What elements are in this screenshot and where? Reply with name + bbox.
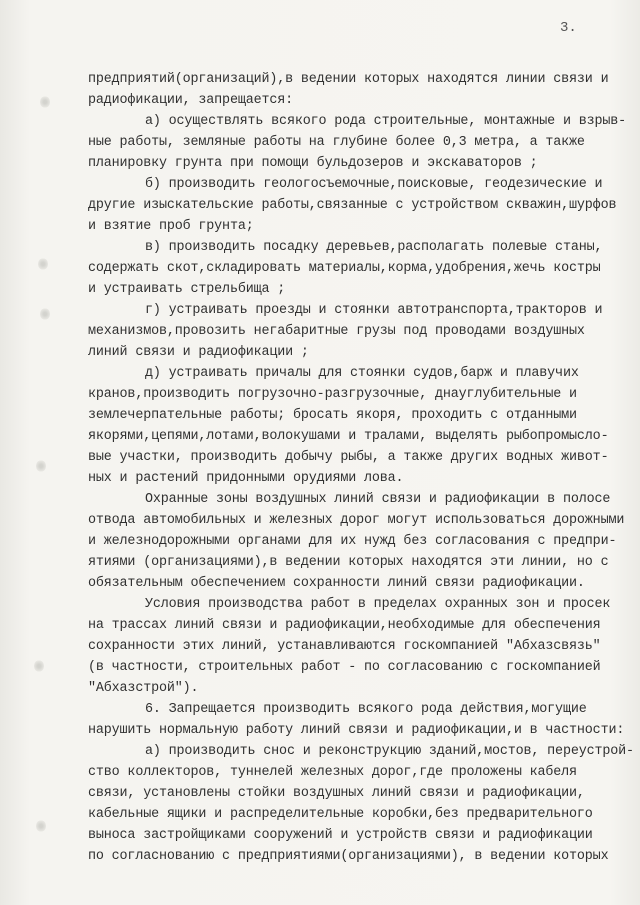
- text-line: выноса застройщиками сооружений и устройств связи и радиофикации: [88, 828, 593, 843]
- text-line: ных и растений придонными орудиями лова.: [88, 471, 404, 486]
- text-line: кабельные ящики и распределительные коробки,без предварительного: [88, 807, 593, 822]
- text-line: радиофикации, запрещается:: [88, 93, 294, 108]
- text-line: механизмов,провозить негабаритные грузы под проводами воздушных: [88, 324, 585, 339]
- text-line: г) устраивать проезды и стоянки автотранспорта,тракторов и: [145, 303, 603, 318]
- text-line: якорями,цепями,лотами,волокушами и тралами, выделять рыбопромысло-: [88, 429, 609, 444]
- page-number: 3.: [560, 20, 577, 36]
- text-line: в) производить посадку деревьев,располагать полевые станы,: [145, 240, 603, 255]
- text-line: а) производить снос и реконструкцию зданий,мостов, переустрой-: [145, 744, 634, 759]
- text-line: обязательным обеспечением сохранности линий связи радиофикации.: [88, 576, 585, 591]
- text-line: на трассах линий связи и радиофикации,необходимые для обеспечения: [88, 618, 601, 633]
- text-line: и железнодорожными органами для их нужд без согласования с предпри-: [88, 534, 617, 549]
- text-line: другие изыскательские работы,связанные с устройством скважин,шурфов: [88, 198, 617, 213]
- text-line: ятиями (организациями),в ведении которых находятся эти линии, но с: [88, 555, 609, 570]
- text-line: д) устраивать причалы для стоянки судов,барж и плавучих: [145, 366, 579, 381]
- text-line: отвода автомобильных и железных дорог могут использоваться дорожными: [88, 513, 625, 528]
- text-line: по согласнованию с предприятиями(организациями), в ведении которых: [88, 849, 609, 864]
- text-line: землечерпательные работы; бросать якоря, проходить с отданными: [88, 408, 577, 423]
- text-line: (в частности, строительных работ - по согласованию с госкомпанией: [88, 660, 601, 675]
- text-line: Охранные зоны воздушных линий связи и радиофикации в полосе: [145, 492, 611, 507]
- text-line: планировку грунта при помощи бульдозеров и экскаваторов ;: [88, 156, 538, 171]
- text-line: а) осуществлять всякого рода строительные, монтажные и взрыв-: [145, 114, 627, 129]
- text-line: Условия производства работ в пределах охранных зон и просек: [145, 597, 611, 612]
- text-line: нарушить нормальную работу линий связи и радиофикации,и в частности:: [88, 723, 625, 738]
- text-line: и устраивать стрельбища ;: [88, 282, 286, 297]
- text-line: и взятие проб грунта;: [88, 219, 254, 234]
- text-line: ные работы, земляные работы на глубине более 0,3 метра, а также: [88, 135, 585, 150]
- text-line: содержать скот,складировать материалы,корма,удобрения,жечь костры: [88, 261, 601, 276]
- text-line: 6. Запрещается производить всякого рода действия,могущие: [145, 702, 587, 717]
- text-line: предприятий(организаций),в ведении которых находятся линии связи и: [88, 72, 609, 87]
- text-line: "Абхазстрой").: [88, 681, 199, 696]
- text-line: кранов,производить погрузочно-разгрузочные, днауглубительные и: [88, 387, 577, 402]
- text-line: связи, установлены стойки воздушных линий связи и радиофикации,: [88, 786, 585, 801]
- text-line: сохранности этих линий, устанавливаются госкомпанией "Абхазсвязь": [88, 639, 601, 654]
- text-line: вые участки, производить добычу рыбы, а также других водных живот-: [88, 450, 609, 465]
- text-line: ство коллекторов, туннелей железных дорог,где проложены кабеля: [88, 765, 577, 780]
- text-line: линий связи и радиофикации ;: [88, 345, 309, 360]
- text-line: б) производить геологосъемочные,поисковые, геодезические и: [145, 177, 603, 192]
